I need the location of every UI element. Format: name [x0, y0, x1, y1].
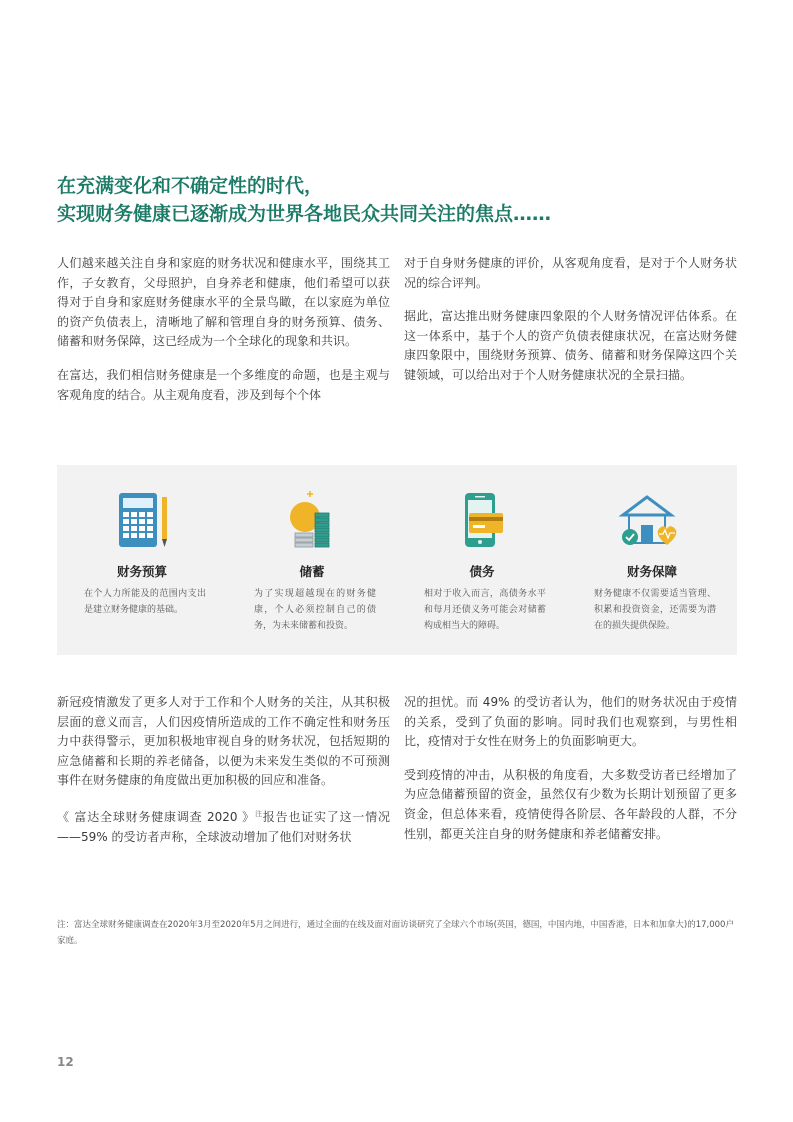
footnote: 注：富达全球财务健康调查在2020年3月至2020年5月之间进行，通过全面的在线及面对面访谈研究了全球六个市场(英国，德国，中国内地，中国香港，日本和加拿大)的17,000户家庭。 [57, 920, 734, 946]
coins-lightbulb-icon [227, 487, 397, 557]
paragraph: 在富达，我们相信财务健康是一个多维度的命题，也是主观与客观角度的结合。从主观角度看，涉及到每个个体 [57, 367, 390, 402]
body-column-right [404, 693, 737, 858]
paragraph-text: 报告也证实了这一情况——59% 的受访者声称，全球波动增加了他们对财务状 [57, 809, 390, 844]
intro-column-right [404, 254, 737, 400]
intro-column-left [57, 254, 390, 419]
quadrant-savings [227, 465, 397, 655]
house-heart-icon [567, 487, 737, 557]
quadrant-description: 在个人力所能及的范围内支出是建立财务健康的基础。 [84, 589, 206, 615]
report-title: 《 富达全球财务健康调查 2020 》 [57, 809, 255, 824]
paragraph: 况的担忧。而 49% 的受访者认为，他们的财务状况由于疫情的关系，受到了负面的影响。同时我们也观察到，与男性相比，疫情对于女性在财务上的负面影响更大。 [404, 695, 737, 749]
paragraph [57, 805, 390, 847]
paragraph: 新冠疫情激发了更多人对于工作和个人财务的关注，从其积极层面的意义而言，人们因疫情所造成的工作不确定性和财务压力中获得警示，更加积极地审视自身的财务状况，包括短期的应急储蓄和长期的养老储备，以便为未来发生类似的不可预测事件在财务健康的角度做出更加积极的回应和准备。 [57, 695, 390, 788]
quadrant-title: 财务预算 [116, 564, 167, 579]
calculator-icon [57, 487, 227, 557]
paragraph: 对于自身财务健康的评价，从客观角度看，是对于个人财务状况的综合评判。 [404, 256, 737, 290]
quadrant-title: 债务 [469, 564, 495, 579]
paragraph: 受到疫情的冲击，从积极的角度看，大多数受访者已经增加了为应急储蓄预留的资金，虽然仅有少数为长期计划预留了更多资金，但总体来看，疫情使得各阶层、各年龄段的人群，不分性别，都更关注自身的财务健康和养老储蓄安排。 [404, 767, 737, 841]
quadrant-description: 相对于收入而言，高债务水平和每月还债义务可能会对储蓄构成相当大的障碍。 [424, 589, 546, 631]
quadrant-budget [57, 465, 227, 655]
page-number: 12 [57, 1055, 74, 1069]
body-column-left [57, 693, 390, 861]
four-quadrants-panel [57, 465, 737, 655]
phone-card-icon [397, 487, 567, 557]
heading-line-1: 在充满变化和不确定性的时代， [57, 175, 324, 197]
heading-line-2: 实现财务健康已逐渐成为世界各地民众共同关注的焦点…… [57, 203, 552, 225]
quadrant-protection [567, 465, 737, 655]
page-heading [57, 172, 737, 228]
quadrant-description: 为了实现超越现在的财务健康，个人必须控制自己的债务，为未来储蓄和投资。 [254, 589, 376, 631]
paragraph: 据此，富达推出财务健康四象限的个人财务情况评估体系。在这一体系中，基于个人的资产负债表健康状况，在富达财务健康四象限中，围绕财务预算、债务、储蓄和财务保障这四个关键领域，可以给出对于个人财务健康状况的全景扫描。 [404, 309, 737, 382]
paragraph: 人们越来越关注自身和家庭的财务状况和健康水平，围绕其工作，子女教育，父母照护，自身养老和健康，他们希望可以获得对于自身和家庭财务健康水平的全景鸟瞰，在以家庭为单位的资产负债表上，清晰地了解和管理自身的财务预算、债务、储蓄和财务保障，这已经成为一个全球化的现象和共识。 [57, 256, 390, 349]
quadrant-debt [397, 465, 567, 655]
quadrant-title: 财务保障 [626, 564, 677, 579]
footnote-marker: 注 [254, 809, 263, 818]
quadrant-title: 储蓄 [299, 564, 325, 579]
quadrant-description: 财务健康不仅需要适当管理、积累和投资资金，还需要为潜在的损失提供保险。 [594, 589, 716, 631]
